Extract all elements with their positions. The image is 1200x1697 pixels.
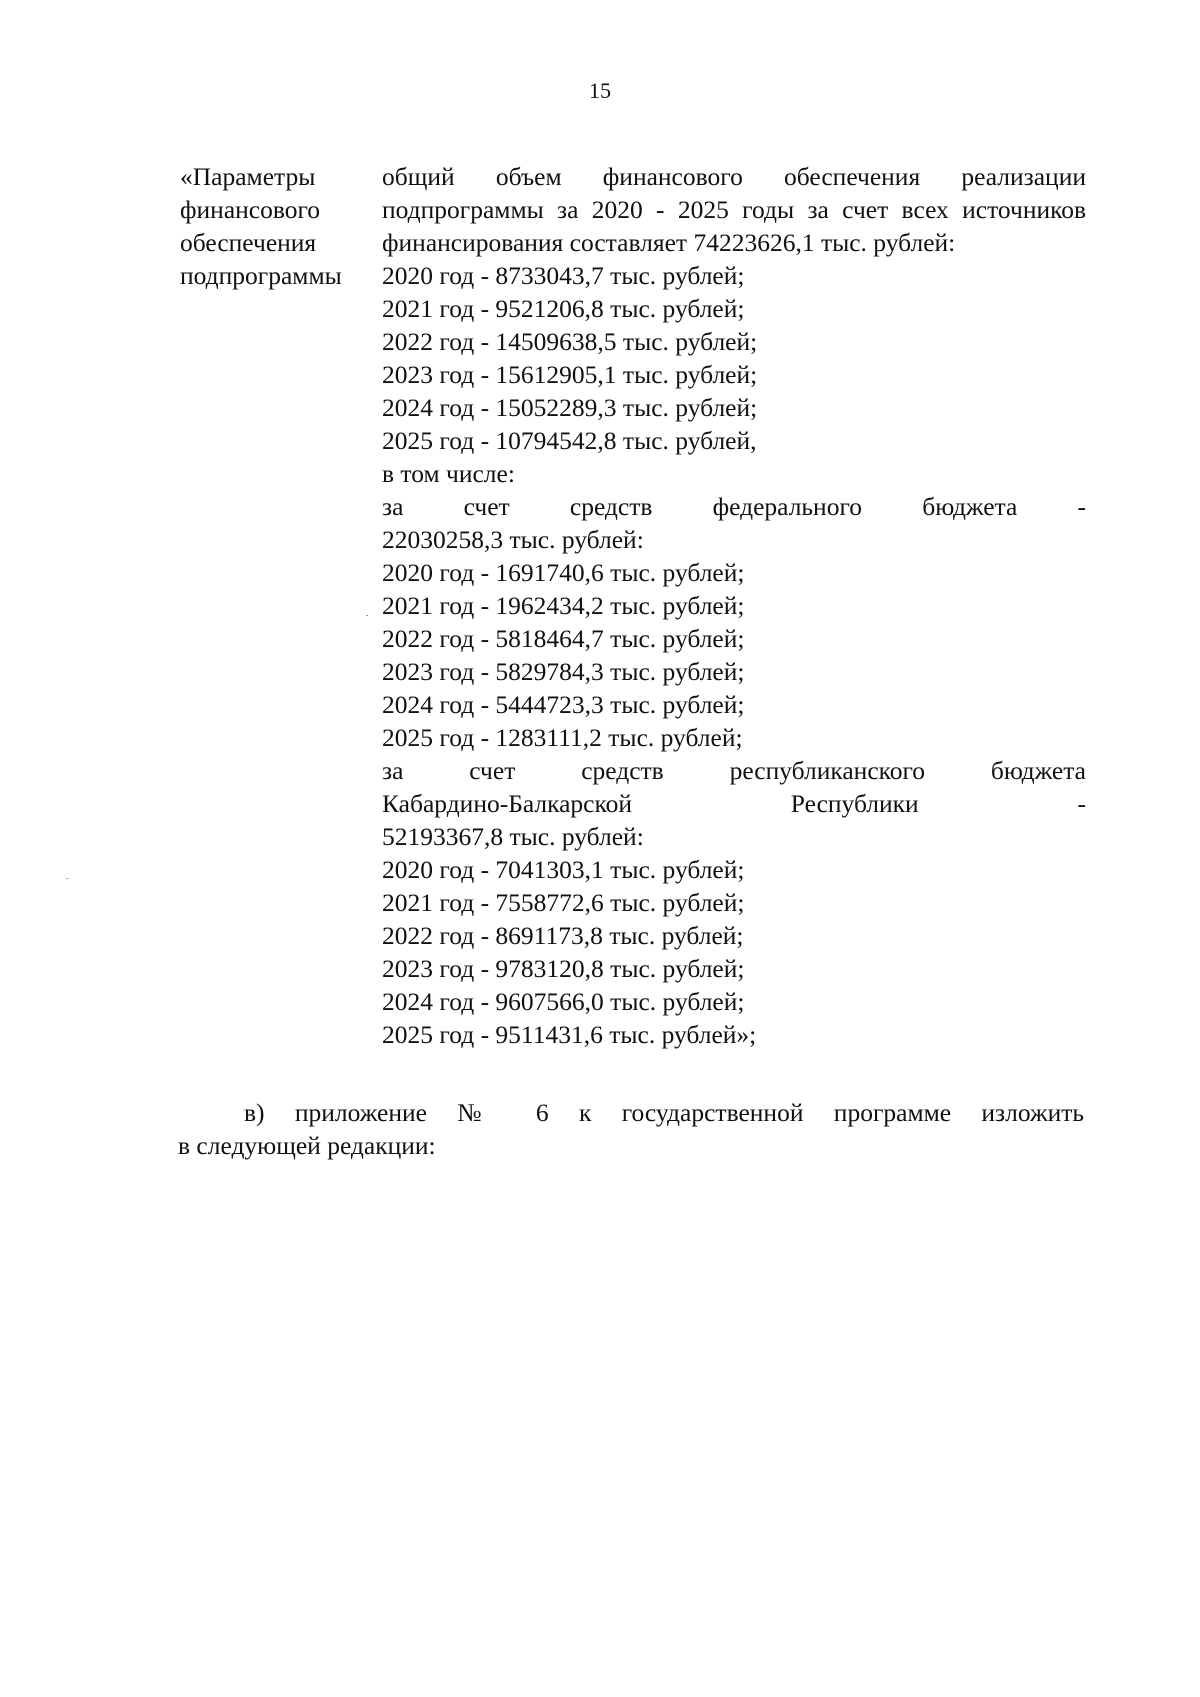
federal-year-line: 2022 год - 5818464,7 тыс. рублей; <box>382 624 745 653</box>
parameter-label-line: «Параметры <box>180 162 316 191</box>
parameter-label-line: подпрограммы <box>180 261 342 290</box>
republic-year-line: 2021 год - 7558772,6 тыс. рублей; <box>382 888 745 917</box>
parameter-label-line: финансового <box>180 195 321 224</box>
republic-heading-line: за счет средств республиканского бюджета <box>382 756 1086 785</box>
scan-speck <box>66 878 68 879</box>
total-year-line: 2022 год - 14509638,5 тыс. рублей; <box>382 327 758 356</box>
federal-year-line: 2024 год - 5444723,3 тыс. рублей; <box>382 690 745 719</box>
federal-year-line: 2023 год - 5829784,3 тыс. рублей; <box>382 657 745 686</box>
closing-paragraph <box>178 1096 1084 1162</box>
subprogram-passport-table <box>180 160 1086 1051</box>
republic-year-line: 2025 год - 9511431,6 тыс. рублей»; <box>382 1020 757 1049</box>
total-year-line: 2020 год - 8733043,7 тыс. рублей; <box>382 261 745 290</box>
scan-speck <box>366 615 368 616</box>
republic-year-line: 2023 год - 9783120,8 тыс. рублей; <box>382 954 745 983</box>
closing-line: в) приложение № 6 к государственной программе изложить <box>244 1098 1084 1127</box>
republic-year-line: 2022 год - 8691173,8 тыс. рублей; <box>382 921 744 950</box>
federal-year-line: 2021 год - 1962434,2 тыс. рублей; <box>382 591 745 620</box>
federal-year-line: 2025 год - 1283111,2 тыс. рублей; <box>382 723 743 752</box>
republic-heading-line: 52193367,8 тыс. рублей: <box>382 822 644 851</box>
total-year-line: 2021 год - 9521206,8 тыс. рублей; <box>382 294 745 323</box>
intro-line: подпрограммы за 2020 - 2025 годы за счет всех источников <box>382 195 1086 224</box>
republic-year-line: 2024 год - 9607566,0 тыс. рублей; <box>382 987 745 1016</box>
total-year-line: 2023 год - 15612905,1 тыс. рублей; <box>382 360 758 389</box>
page-number: 15 <box>589 78 611 103</box>
closing-line: в следующей редакции: <box>178 1131 436 1160</box>
total-year-line: 2024 год - 15052289,3 тыс. рублей; <box>382 393 758 422</box>
federal-year-line: 2020 год - 1691740,6 тыс. рублей; <box>382 558 745 587</box>
republic-heading-line: Кабардино-Балкарской Республики - <box>382 789 1086 818</box>
federal-heading-line: за счет средств федерального бюджета - <box>382 492 1086 521</box>
including-label: в том числе: <box>382 459 515 488</box>
intro-line: общий объем финансового обеспечения реализации <box>382 162 1086 191</box>
republic-year-line: 2020 год - 7041303,1 тыс. рублей; <box>382 855 745 884</box>
parameter-label-line: обеспечения <box>180 228 317 257</box>
parameter-label-cell <box>180 160 382 1051</box>
intro-line: финансирования составляет 74223626,1 тыс. рублей: <box>382 228 956 257</box>
federal-heading-line: 22030258,3 тыс. рублей: <box>382 525 644 554</box>
parameter-value-cell <box>382 160 1086 1051</box>
total-year-line: 2025 год - 10794542,8 тыс. рублей, <box>382 426 757 455</box>
